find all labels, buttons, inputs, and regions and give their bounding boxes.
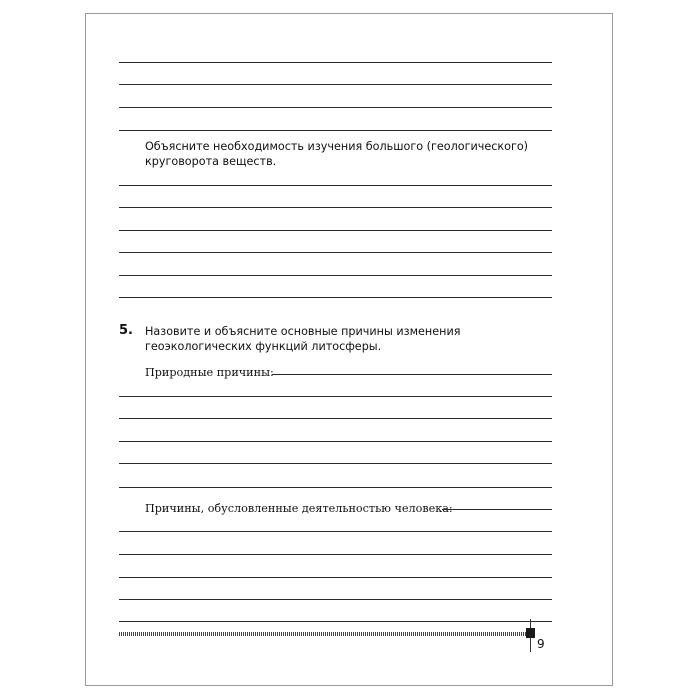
answer-line (119, 297, 552, 298)
answer-line (119, 230, 552, 231)
footer-dotted-rule (119, 632, 527, 636)
answer-line (119, 84, 552, 85)
answer-line (119, 441, 552, 442)
answer-line (272, 374, 552, 375)
page-number: 9 (537, 637, 545, 651)
answer-line (119, 531, 552, 532)
natural-causes-label: Природные причины: (145, 366, 274, 379)
answer-line (119, 463, 552, 464)
task-question: Назовите и объясните основные причины изменения геоэкологических функций литосферы. (145, 325, 461, 353)
answer-line (119, 130, 552, 131)
question-text: Объясните необходимость изучения большого (геологического) круговорота веществ. (145, 140, 529, 168)
answer-line (119, 418, 552, 419)
answer-line (119, 252, 552, 253)
answer-line (119, 487, 552, 488)
human-causes-label: Причины, обусловленные деятельностью человека: (145, 502, 453, 515)
answer-line (119, 107, 552, 108)
answer-line (119, 275, 552, 276)
answer-line (119, 577, 552, 578)
answer-line (119, 396, 552, 397)
answer-line (119, 599, 552, 600)
answer-line (119, 554, 552, 555)
answer-line (119, 621, 552, 622)
answer-line (119, 62, 552, 63)
answer-line (119, 185, 552, 186)
task-number: 5. (119, 323, 133, 338)
answer-line (442, 509, 552, 510)
footer-marker (526, 628, 535, 638)
answer-line (119, 207, 552, 208)
